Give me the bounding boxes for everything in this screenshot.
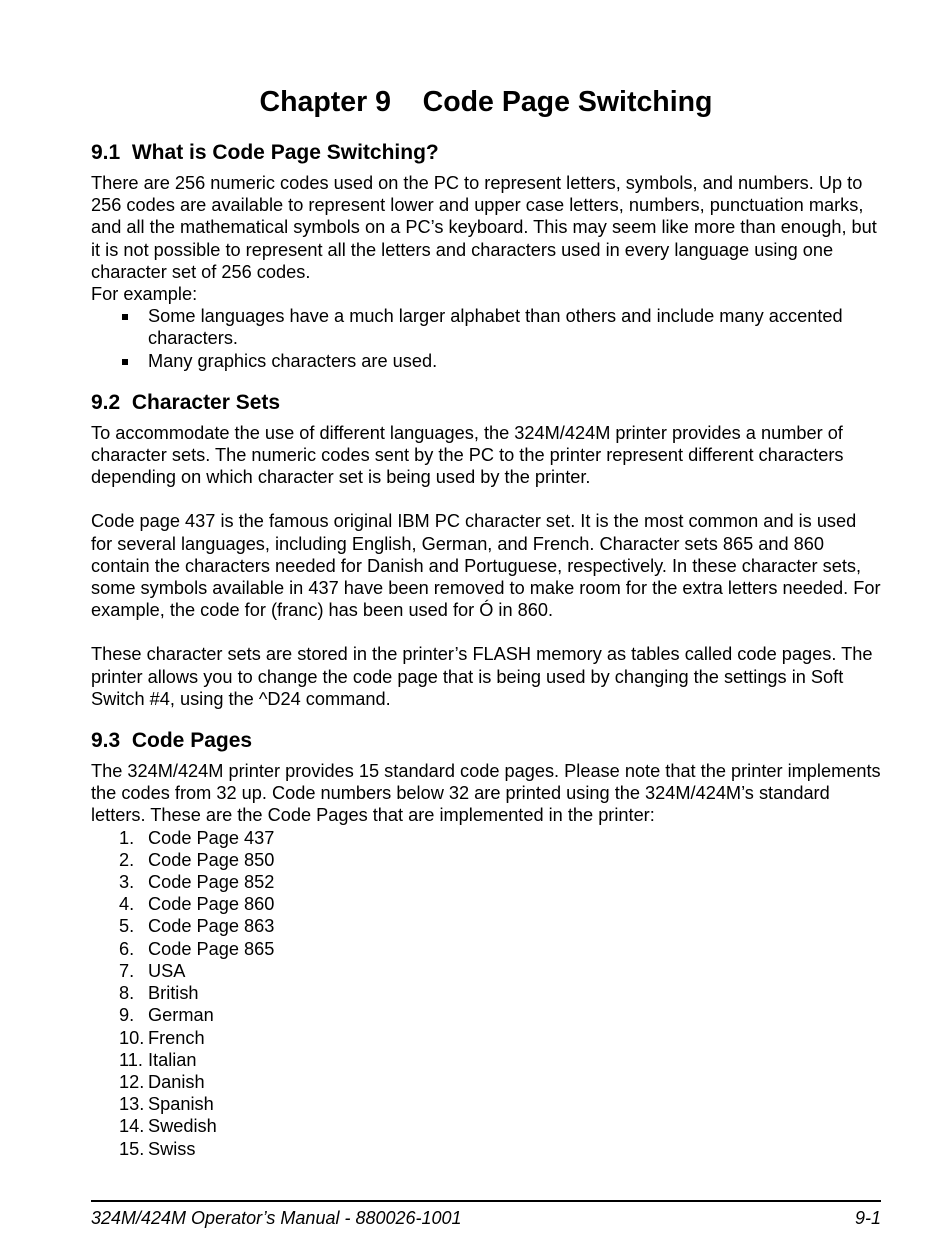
section-heading: 9.2 Character Sets (91, 390, 281, 414)
section-9-2 (91, 390, 881, 710)
list-item-text: Swiss (148, 1138, 196, 1159)
list-item (91, 1138, 881, 1160)
section-heading: 9.1 What is Code Page Switching? (91, 141, 439, 164)
list-number: 7. (119, 960, 135, 981)
list-item-text: German (148, 1005, 214, 1026)
chapter-title: Chapter 9 Code Page Switching (259, 86, 713, 118)
list-item-text: Danish (148, 1071, 205, 1092)
section-9-1 (91, 140, 881, 372)
list-item-text: USA (148, 960, 186, 981)
list-item (91, 893, 881, 915)
list-number: 2. (119, 849, 135, 870)
list-item-text: Some languages have a much larger alphabet than others and include many accented characters. (148, 306, 843, 349)
list-item (91, 1027, 881, 1049)
bullet-list (91, 305, 881, 372)
code-page-list (91, 827, 881, 1160)
paragraph: Code page 437 is the famous original IBM PC character set. It is the most common and is used for several languages, including English, German, and French. Character sets 865 and 860 contain the characters needed for Danish and Portuguese, respectively. In these character sets, some symbols available in 437 have been removed to make room for the extra letters needed. For example, the code for (franc) has been used for Ó in 860. (91, 511, 881, 621)
section-9-3 (91, 728, 881, 1160)
list-item-text: Code Page 865 (148, 938, 275, 959)
footer-manual-title: 324M/424M Operator’s Manual - 880026-1001 (91, 1208, 462, 1228)
list-number: 10. (119, 1027, 145, 1048)
section-heading: 9.3 Code Pages (91, 729, 253, 753)
list-item (91, 849, 881, 871)
list-number: 4. (119, 894, 135, 915)
document-page (91, 0, 881, 1241)
footer-divider (91, 1200, 881, 1202)
list-item (91, 1115, 881, 1137)
content (91, 140, 881, 1160)
list-item-text: Code Page 852 (148, 872, 275, 893)
list-item (91, 305, 881, 349)
list-number: 13. (119, 1094, 145, 1115)
list-item (91, 871, 881, 893)
paragraph: The 324M/424M printer provides 15 standard code pages. Please note that the printer implements the codes from 32 up. Code numbers below 32 are printed using the 324M/424M’s standard letters. These are the Code Pages that are implemented in the printer: (91, 761, 881, 826)
list-item (91, 915, 881, 937)
list-item (91, 1049, 881, 1071)
list-item-text: Code Page 437 (148, 827, 275, 848)
footer-page-number: 9-1 (854, 1208, 881, 1228)
list-item-text: Spanish (148, 1094, 214, 1115)
list-number: 12. (119, 1071, 145, 1092)
list-item-text: Many graphics characters are used. (148, 350, 438, 371)
list-item (91, 350, 881, 372)
list-item (91, 1004, 881, 1026)
list-item-text: Code Page 850 (148, 849, 275, 870)
list-number: 14. (119, 1116, 145, 1137)
list-number: 3. (119, 872, 135, 893)
list-number: 1. (119, 827, 135, 848)
list-number: 15. (119, 1138, 145, 1159)
list-item (91, 1093, 881, 1115)
list-item-text: British (148, 983, 199, 1004)
list-item (91, 827, 881, 849)
paragraph: For example: (91, 284, 198, 305)
list-item (91, 938, 881, 960)
list-item (91, 982, 881, 1004)
list-item-text: French (148, 1027, 205, 1048)
list-number: 5. (119, 916, 135, 937)
list-item (91, 1071, 881, 1093)
list-item-text: Code Page 863 (148, 916, 275, 937)
list-item-text: Swedish (148, 1116, 217, 1137)
list-number: 11. (119, 1049, 143, 1070)
square-bullet-icon (122, 359, 128, 365)
paragraph: To accommodate the use of different languages, the 324M/424M printer provides a number of character sets. The numeric codes sent by the PC to the printer represent different characters depending on which character set is being used by the printer. (91, 422, 844, 488)
paragraph: These character sets are stored in the printer’s FLASH memory as tables called code pages. The printer allows you to change the code page that is being used by changing the settings in Soft Switch #4, using the ^D24 command. (91, 644, 873, 709)
list-item-text: Code Page 860 (148, 894, 275, 915)
square-bullet-icon (122, 314, 128, 320)
list-item-text: Italian (148, 1049, 197, 1070)
list-item (91, 960, 881, 982)
list-number: 8. (119, 983, 135, 1004)
paragraph: There are 256 numeric codes used on the PC to represent letters, symbols, and numbers. Up to 256 codes are available to represent lower and upper case letters, numbers, punctuation marks, and all the mathematical symbols on a PC’s keyboard. This may seem like more than enough, but it is not possible to represent all the letters and characters used in every language using one character set of 256 codes. (91, 173, 877, 282)
list-number: 6. (119, 938, 135, 959)
list-number: 9. (119, 1005, 135, 1026)
